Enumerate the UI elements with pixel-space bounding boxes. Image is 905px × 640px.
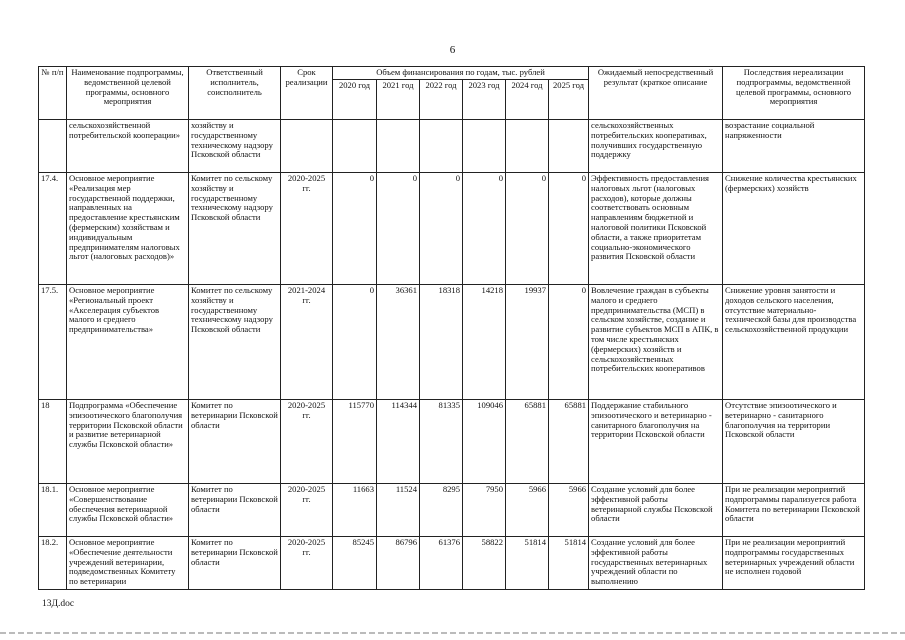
program-table [38,66,865,590]
row-value: 0 [463,173,506,285]
header-responsible: Ответственный исполнитель, соисполнитель [189,67,281,120]
row-value: 65881 [549,400,589,484]
row-value: 65881 [506,400,549,484]
header-funding: Объем финансирования по годам, тыс. рублей [333,67,589,80]
row-value: 7950 [463,484,506,537]
row-value: 18318 [420,285,463,400]
row-value: 5966 [549,484,589,537]
row-num [39,120,67,173]
row-num: 17.4. [39,173,67,285]
row-value: 0 [377,173,420,285]
header-year: 2022 год [420,79,463,119]
row-value: 86796 [377,537,420,590]
row-consequence: возрастание социальной напряженности [723,120,865,173]
table-row [39,173,865,285]
table-row [39,400,865,484]
row-num: 18.1. [39,484,67,537]
row-term: 2020-2025 гг. [281,173,333,285]
row-consequence: Снижение уровня занятости и доходов сельского населения, отсутствие материально-технической базы для производства сельскохозяйственной продукции [723,285,865,400]
row-value: 0 [420,173,463,285]
row-name: Подпрограмма «Обеспечение эпизоотического благополучия территории Псковской области и развитие ветеринарной службы Псковской области» [67,400,189,484]
row-responsible: Комитет по сельскому хозяйству и государственному техническому надзору Псковской области [189,173,281,285]
row-responsible: хозяйству и государственному техническому надзору Псковской области [189,120,281,173]
row-value: 19937 [506,285,549,400]
footer-filename: 13Д.doc [42,599,75,609]
row-value [377,120,420,173]
table-row [39,285,865,400]
row-value: 11524 [377,484,420,537]
row-result: сельскохозяйственных потребительских кооперативах, получивших государственную поддержку [589,120,723,173]
row-name: Основное мероприятие «Обеспечение деятельности учреждений ветеринарии, подведомственных Комитету по ветеринарии [67,537,189,590]
row-result: Вовлечение граждан в субъекты малого и среднего предпринимательства (МСП) в сельском хозяйстве, создание и развитие субъектов МСП в АПК, в том числе крестьянских (фермерских) хозяйств и сельскохозяйственных потребительских кооперативов [589,285,723,400]
header-consequence: Последствия нереализации подпрограммы, ведомственной целевой программы, основного мероприятия [723,67,865,120]
table-row [39,484,865,537]
header-year: 2025 год [549,79,589,119]
row-name: Основное мероприятие «Региональный проект «Акселерация субъектов малого и среднего предпринимательства» [67,285,189,400]
row-responsible: Комитет по ветеринарии Псковской области [189,400,281,484]
header-year: 2020 год [333,79,377,119]
row-value: 58822 [463,537,506,590]
row-value: 0 [549,173,589,285]
row-term: 2020-2025 гг. [281,400,333,484]
header-name: Наименование подпрограммы, ведомственной целевой программы, основного мероприятия [67,67,189,120]
row-value: 14218 [463,285,506,400]
row-result: Создание условий для более эффективной работы государственных ветеринарных учреждений области по выполнению [589,537,723,590]
row-responsible: Комитет по сельскому хозяйству и государственному техническому надзору Псковской области [189,285,281,400]
row-consequence: Отсутствие эпизоотического и ветеринарно - санитарного благополучия на территории Псковской области [723,400,865,484]
row-num: 17.5. [39,285,67,400]
row-consequence: При не реализации мероприятий подпрограммы парализуется работа Комитета по ветеринарии Псковской области [723,484,865,537]
row-value: 0 [333,285,377,400]
row-value: 115770 [333,400,377,484]
row-value: 81335 [420,400,463,484]
row-value: 85245 [333,537,377,590]
row-value: 8295 [420,484,463,537]
row-value [506,120,549,173]
row-value: 36361 [377,285,420,400]
table-header [39,67,865,120]
row-value [420,120,463,173]
row-result: Эффективность предоставления налоговых льгот (налоговых расходов), которые должны соответствовать основным направлениям бюджетной и налоговой политики Псковской области, а также приоритетам социально-экономического развития Псковской области [589,173,723,285]
scan-edge-divider [0,632,905,634]
row-value: 114344 [377,400,420,484]
row-result: Поддержание стабильного эпизоотического и ветеринарно - санитарного благополучия на территории Псковской области [589,400,723,484]
row-value: 51814 [506,537,549,590]
row-num: 18.2. [39,537,67,590]
table-row [39,537,865,590]
row-result: Создание условий для более эффективной работы ветеринарной службы Псковской области [589,484,723,537]
row-term: 2021-2024 гг. [281,285,333,400]
row-consequence: Снижение количества крестьянских (фермерских) хозяйств [723,173,865,285]
row-value: 61376 [420,537,463,590]
row-value: 0 [333,173,377,285]
row-value: 0 [549,285,589,400]
row-value: 11663 [333,484,377,537]
row-term [281,120,333,173]
row-value: 0 [506,173,549,285]
row-name: Основное мероприятие «Совершенствование обеспечения ветеринарной службы Псковской области» [67,484,189,537]
row-term: 2020-2025 гг. [281,484,333,537]
row-num: 18 [39,400,67,484]
header-year: 2024 год [506,79,549,119]
header-result: Ожидаемый непосредственный результат (краткое описание [589,67,723,120]
header-num: № п/п [39,67,67,120]
header-term: Срок реализации [281,67,333,120]
row-name: сельскохозяйственной потребительской кооперации» [67,120,189,173]
row-value: 51814 [549,537,589,590]
header-year: 2021 год [377,79,420,119]
row-responsible: Комитет по ветеринарии Псковской области [189,537,281,590]
row-value [463,120,506,173]
row-name: Основное мероприятие «Реализация мер государственной поддержки, направленных на предоставление крестьянским (фермерским) хозяйствам и индивидуальным предпринимателям налоговых льгот (налоговых расходов)» [67,173,189,285]
header-year: 2023 год [463,79,506,119]
page-number: 6 [449,44,456,56]
row-value [333,120,377,173]
row-term: 2020-2025 гг. [281,537,333,590]
row-value [549,120,589,173]
table-body [39,120,865,590]
row-consequence: При не реализации мероприятий подпрограммы государственных ветеринарных учреждений области не исполнен годовой [723,537,865,590]
row-value: 5966 [506,484,549,537]
row-responsible: Комитет по ветеринарии Псковской области [189,484,281,537]
table-row [39,120,865,173]
row-value: 109046 [463,400,506,484]
